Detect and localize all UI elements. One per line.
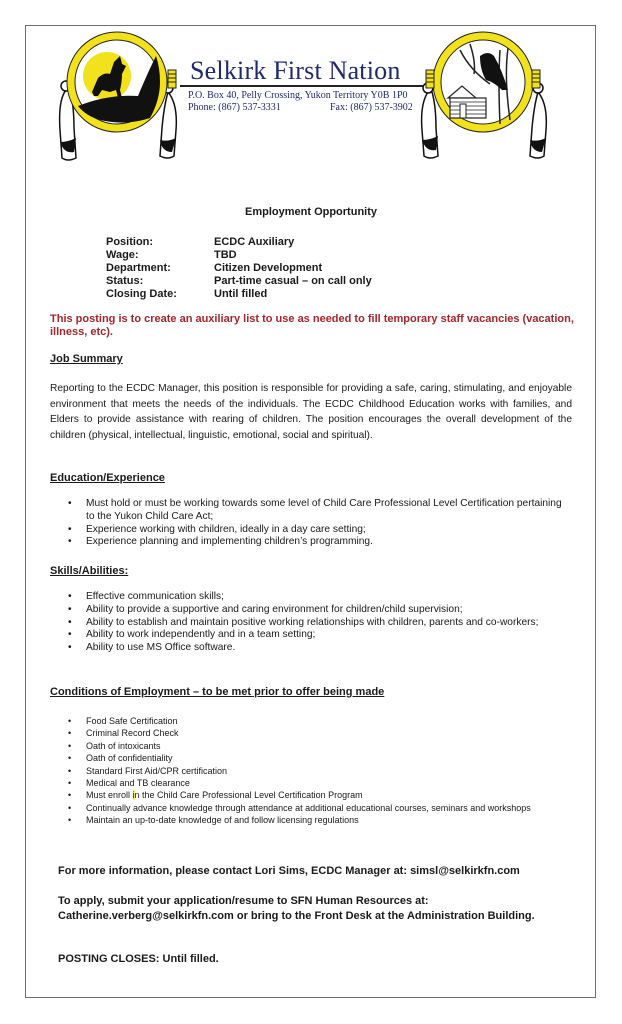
skills-list xyxy=(50,591,570,655)
list-item: • Ability to provide a supportive and caring environment for children/child supervision; xyxy=(50,604,570,617)
list-item: • Food Safe Certification xyxy=(50,715,570,727)
conditions-list xyxy=(50,715,570,827)
letterhead-rule xyxy=(180,85,430,87)
skills-heading: Skills/Abilities: xyxy=(50,565,129,577)
list-item: • Medical and TB clearance xyxy=(50,777,570,789)
job-summary-heading: Job Summary xyxy=(50,353,123,365)
detail-row-status xyxy=(106,275,372,288)
auxiliary-notice: This posting is to create an auxiliary list to use as needed to fill temporary staff vacancies (vacation, illness, etc). xyxy=(50,313,574,338)
detail-label: Status: xyxy=(106,275,144,287)
contact-info: For more information, please contact Lori Sims, ECDC Manager at: simsl@selkirkfn.com xyxy=(58,865,520,877)
position-details xyxy=(106,236,372,301)
detail-value: ECDC Auxiliary xyxy=(214,236,295,248)
list-item: • Maintain an up-to-date knowledge of and follow licensing regulations xyxy=(50,814,570,826)
document-title: Employment Opportunity xyxy=(245,206,377,218)
detail-value: Citizen Development xyxy=(214,262,323,274)
list-item: • Continually advance knowledge through attendance at additional educational courses, seminars and workshops xyxy=(50,802,570,814)
detail-row-closing-date xyxy=(106,288,372,301)
list-item: • Oath of intoxicants xyxy=(50,740,570,752)
text-fragment: n the Child Care Professional Level Certification Program xyxy=(134,790,363,801)
posting-closes: POSTING CLOSES: Until filled. xyxy=(58,953,219,965)
detail-row-wage xyxy=(106,249,372,262)
detail-value: TBD xyxy=(214,249,237,261)
conditions-heading: Conditions of Employment – to be met prior to offer being made xyxy=(50,686,385,698)
list-item: • Oath of confidentiality xyxy=(50,752,570,764)
text-fragment: Must enroll xyxy=(86,790,133,801)
letterhead xyxy=(40,30,580,195)
job-summary-text: Reporting to the ECDC Manager, this position is responsible for providing a safe, caring, stimulating, and enjoyable environment that meets the needs of the individuals. The ECDC Childhood Education works with families, and Elders to provide assistance with rearing of children. The position encourages the overall development of the children (physical, intellectual, linguistic, emotional, social and spiritual). xyxy=(50,383,572,441)
list-item xyxy=(50,789,570,801)
detail-label: Closing Date: xyxy=(106,288,177,300)
detail-row-position xyxy=(106,236,372,249)
text-highlight: i xyxy=(132,790,135,801)
list-item: • Standard First Aid/CPR certification xyxy=(50,765,570,777)
list-item: • Effective communication skills; xyxy=(50,591,570,604)
org-address: P.O. Box 40, Pelly Crossing, Yukon Territory Y0B 1P0 xyxy=(188,90,408,101)
detail-value: Until filled xyxy=(214,288,268,300)
detail-label: Wage: xyxy=(106,249,139,261)
raven-cabin-emblem-icon xyxy=(410,30,570,170)
list-item: • Ability to use MS Office software. xyxy=(50,642,570,655)
list-item: • Ability to work independently and in a team setting; xyxy=(50,629,570,642)
detail-label: Position: xyxy=(106,236,154,248)
org-name: Selkirk First Nation xyxy=(190,56,401,85)
list-item: • Experience working with children, ideally in a day care setting; xyxy=(50,524,570,537)
list-item: • Criminal Record Check xyxy=(50,727,570,739)
detail-value: Part-time casual – on call only xyxy=(214,275,372,287)
apply-line-2: Catherine.verberg@selkirkfn.com or bring to the Front Desk at the Administration Building. xyxy=(58,910,535,922)
list-item: • Experience planning and implementing children’s programming. xyxy=(50,536,570,549)
detail-row-department xyxy=(106,262,372,275)
org-phone: Phone: (867) 537-3331 xyxy=(188,102,281,113)
education-heading: Education/Experience xyxy=(50,472,165,484)
apply-line-1: To apply, submit your application/resume to SFN Human Resources at: xyxy=(58,895,429,907)
list-item: • Must hold or must be working towards some level of Child Care Professional Level Certification pertaining to the Yukon Child Care Act; xyxy=(50,498,570,524)
detail-label: Department: xyxy=(106,262,171,274)
list-item: • Ability to establish and maintain positive working relationships with children, parents and co-workers; xyxy=(50,617,570,630)
org-fax: Fax: (867) 537-3902 xyxy=(330,102,413,113)
education-list xyxy=(50,498,570,549)
